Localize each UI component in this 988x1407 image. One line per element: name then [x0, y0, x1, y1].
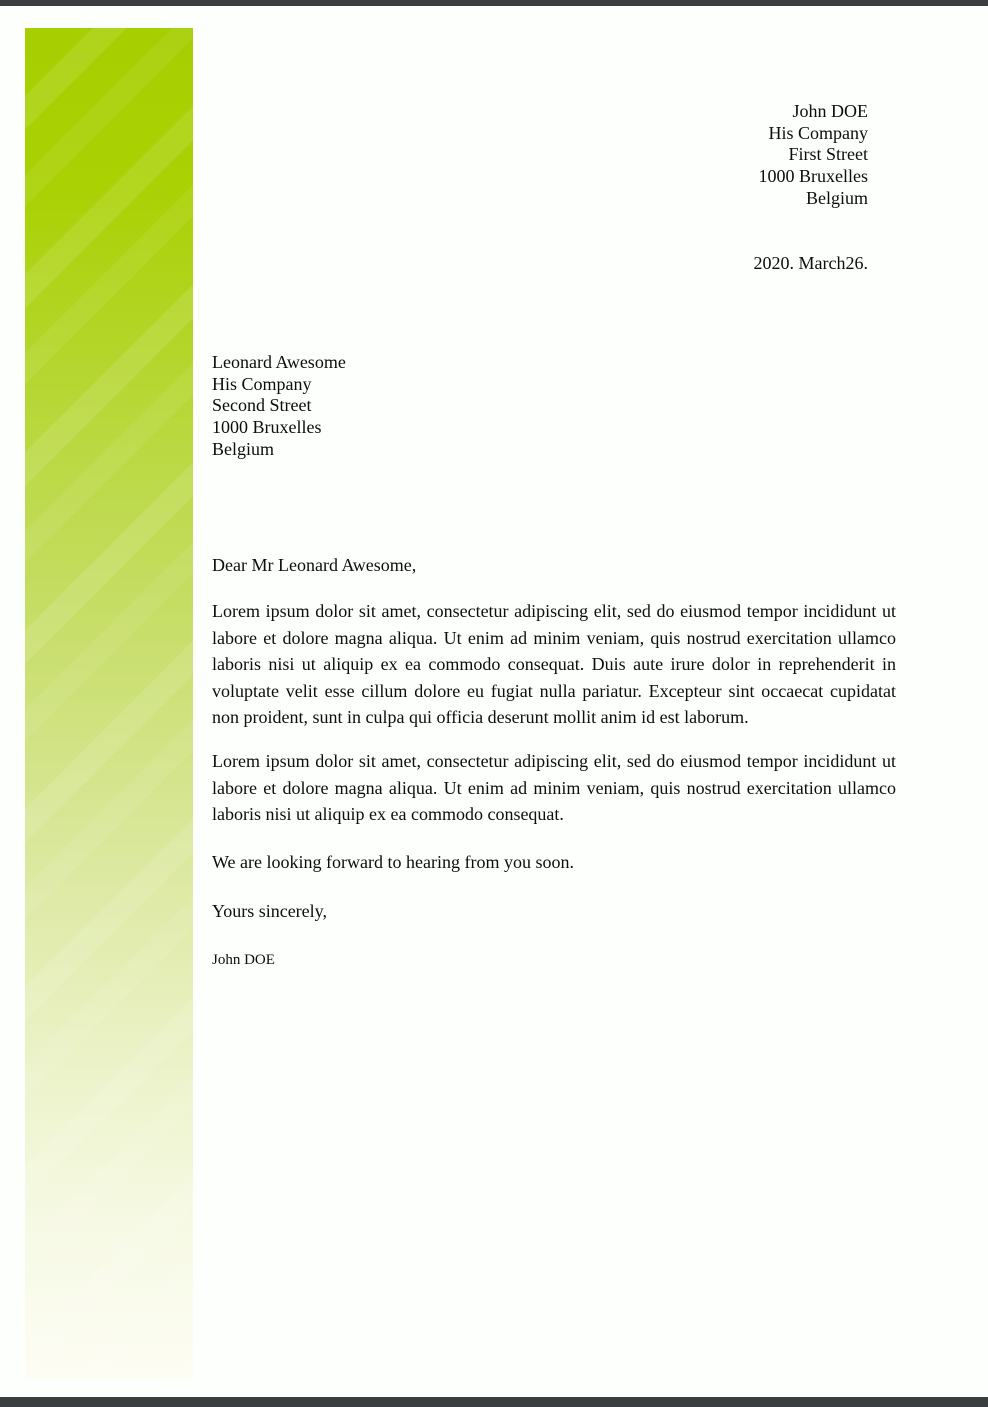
closing-line: We are looking forward to hearing from you soon.: [212, 852, 574, 872]
signature-name: John DOE: [212, 952, 275, 968]
valediction: Yours sincerely,: [212, 901, 327, 921]
green-accent-bar: [25, 28, 193, 1379]
body-paragraph-1: Lorem ipsum dolor sit amet, consectetur adipiscing elit, sed do eiusmod tempor incididunt ut labore et dolore magna aliqua. Ut enim ad minim veniam, quis nostrud exercitation ullamco laboris nisi ut aliquip ex ea commodo consequat. Duis aute irure dolor in reprehenderit in voluptate velit esse cillum dolore eu fugiat nulla pariatur. Excepteur sint occaecat cupidatat non proident, sunt in culpa qui officia deserunt mollit anim id est laborum.: [212, 601, 896, 728]
letter-date: 2020. March26.: [753, 253, 868, 273]
sender-address-block: [759, 101, 869, 210]
sender-country: Belgium: [806, 187, 868, 208]
recipient-address-block: [212, 352, 346, 461]
sender-name: John DOE: [792, 101, 868, 121]
recipient-country: Belgium: [212, 438, 274, 459]
viewer-top-edge: [0, 0, 988, 6]
salutation: Dear Mr Leonard Awesome,: [212, 555, 417, 575]
recipient-street: Second Street: [212, 395, 312, 416]
body-paragraph-2: Lorem ipsum dolor sit amet, consectetur adipiscing elit, sed do eiusmod tempor incididunt ut labore et dolore magna aliqua. Ut enim ad minim veniam, quis nostrud exercitation ullamco laboris nisi ut aliquip ex ea commodo consequat.: [212, 751, 896, 825]
viewer-bottom-edge: [0, 1397, 988, 1407]
recipient-company: His Company: [212, 373, 312, 394]
recipient-city: 1000 Bruxelles: [212, 417, 322, 438]
sender-street: First Street: [788, 144, 868, 165]
sender-city: 1000 Bruxelles: [758, 166, 868, 187]
sender-company: His Company: [768, 122, 868, 143]
recipient-name: Leonard Awesome: [212, 352, 346, 372]
